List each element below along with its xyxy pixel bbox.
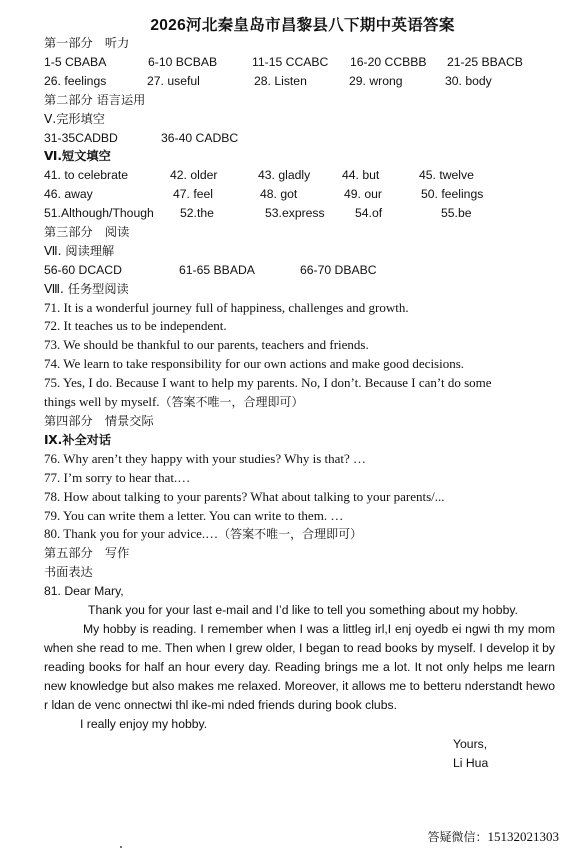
answer-21-25: 21-25 BBACB bbox=[447, 54, 523, 69]
writing-heading: 书面表达 bbox=[44, 565, 93, 580]
answer-77: 77. I’m sorry to hear that.… bbox=[44, 469, 191, 485]
section7-row bbox=[44, 261, 561, 280]
section6-row-b bbox=[44, 185, 561, 204]
answer-26: 26. feelings bbox=[44, 73, 107, 88]
letter-greeting: 81. Dear Mary, bbox=[44, 584, 124, 599]
answer-75-note: （答案不唯一，合理即可） bbox=[159, 395, 304, 410]
answer-75-text: things well by myself. bbox=[44, 394, 160, 410]
answer-75-line1: 75. Yes, I do. Because I want to help my parents. No, I don’t. Because I can’t do some bbox=[44, 375, 492, 391]
answer-80-note: （答案不唯一，合理即可） bbox=[218, 527, 363, 542]
answer-53: 53.express bbox=[265, 206, 325, 221]
answer-46: 46. away bbox=[44, 187, 93, 202]
answer-80 bbox=[44, 525, 561, 544]
answer-55: 55.be bbox=[441, 206, 472, 221]
answer-72: 72. It teaches us to be independent. bbox=[44, 318, 227, 334]
answer-45: 45. twelve bbox=[419, 168, 474, 183]
answer-30: 30. body bbox=[445, 73, 492, 88]
answer-78: 78. How about talking to your parents? What about talking to your parents/... bbox=[44, 488, 445, 504]
answer-49: 49. our bbox=[344, 187, 382, 202]
answer-11-15: 11-15 CCABC bbox=[252, 54, 329, 69]
answer-36-40: 36-40 CADBC bbox=[161, 130, 239, 145]
section6-row-c bbox=[44, 204, 561, 223]
letter-paragraph-2: My hobby is reading. I remember when I was a littleg irl,I enj oyedb ei ngwi th my mom when she read to me. Then when I grew older, I began to read books by myself. I develop it by reading books for half an hour every day. Reading brings me a lot. It not only helps me learn new knowledge but also makes me relaxed. Moreover, it allows me to betteru nderstandt hewo r ldan de venc onnectwi thl ike-mi nded friends during book clubs. bbox=[44, 621, 555, 712]
answer-31-35: 31-35CADBD bbox=[44, 130, 118, 145]
section8-heading: Ⅷ. 任务型阅读 bbox=[44, 281, 129, 296]
answer-75-line2 bbox=[44, 393, 561, 412]
section6-row-a bbox=[44, 166, 561, 185]
part3-heading: 第三部分 阅读 bbox=[44, 224, 130, 239]
contact-number: 15132021303 bbox=[487, 829, 559, 844]
page-title: 2026河北秦皇岛市昌黎县八下期中英语答案 bbox=[150, 17, 455, 34]
answer-74: 74. We learn to take responsibility for our own actions and make good decisions. bbox=[44, 356, 465, 372]
part2-heading: 第二部分 语言运用 bbox=[44, 92, 146, 107]
part1-row1 bbox=[44, 53, 561, 72]
answer-42: 42. older bbox=[170, 168, 218, 183]
answer-80-text: 80. Thank you for your advice.… bbox=[44, 526, 219, 542]
answer-71: 71. It is a wonderful journey full of happiness, challenges and growth. bbox=[44, 299, 409, 315]
contact-footer bbox=[427, 828, 559, 846]
answer-27: 27. useful bbox=[147, 73, 200, 88]
answer-54: 54.of bbox=[355, 206, 383, 221]
answer-56-60: 56-60 DCACD bbox=[44, 262, 122, 277]
letter-closing: Yours, bbox=[453, 737, 488, 752]
answer-61-65: 61-65 BBADA bbox=[179, 262, 255, 277]
answer-16-20: 16-20 CCBBB bbox=[350, 54, 427, 69]
section7-heading: Ⅶ. 阅读理解 bbox=[44, 243, 115, 258]
part5-heading: 第五部分 写作 bbox=[44, 546, 130, 561]
answer-48: 48. got bbox=[260, 187, 298, 202]
answer-52: 52.the bbox=[180, 206, 214, 221]
contact-label: 答疑微信： bbox=[427, 830, 488, 844]
answer-76: 76. Why aren’t they happy with your studies? Why is that? … bbox=[44, 450, 367, 466]
stray-dot bbox=[120, 846, 122, 848]
answer-66-70: 66-70 DBABC bbox=[300, 262, 377, 277]
section6-heading: Ⅵ.短文填空 bbox=[44, 149, 111, 164]
section9-heading: Ⅸ.补全对话 bbox=[44, 432, 112, 447]
answer-43: 43. gladly bbox=[258, 168, 311, 183]
part1-heading: 第一部分 听力 bbox=[44, 36, 130, 50]
section5-row bbox=[44, 129, 561, 148]
answer-6-10: 6-10 BCBAB bbox=[148, 54, 218, 69]
answer-41: 41. to celebrate bbox=[44, 168, 129, 183]
section5-heading: Ⅴ.完形填空 bbox=[44, 111, 105, 126]
letter-paragraph-3: I really enjoy my hobby. bbox=[80, 716, 208, 731]
answer-79: 79. You can write them a letter. You can write to them. … bbox=[44, 507, 344, 523]
answer-73: 73. We should be thankful to our parents, teachers and friends. bbox=[44, 337, 369, 353]
answer-44: 44. but bbox=[342, 168, 380, 183]
answer-51: 51.Although/Though bbox=[44, 206, 154, 221]
answer-29: 29. wrong bbox=[349, 73, 403, 88]
answer-1-5: 1-5 CBABA bbox=[44, 54, 107, 69]
answer-50: 50. feelings bbox=[421, 187, 484, 202]
part4-heading: 第四部分 情景交际 bbox=[44, 414, 154, 429]
answer-28: 28. Listen bbox=[254, 73, 307, 88]
letter-signature: Li Hua bbox=[453, 756, 489, 771]
answer-47: 47. feel bbox=[173, 187, 213, 202]
letter-paragraph-1: Thank you for your last e-mail and I’d like to tell you something about my hobby. bbox=[88, 603, 518, 618]
part1-row2 bbox=[44, 72, 561, 91]
